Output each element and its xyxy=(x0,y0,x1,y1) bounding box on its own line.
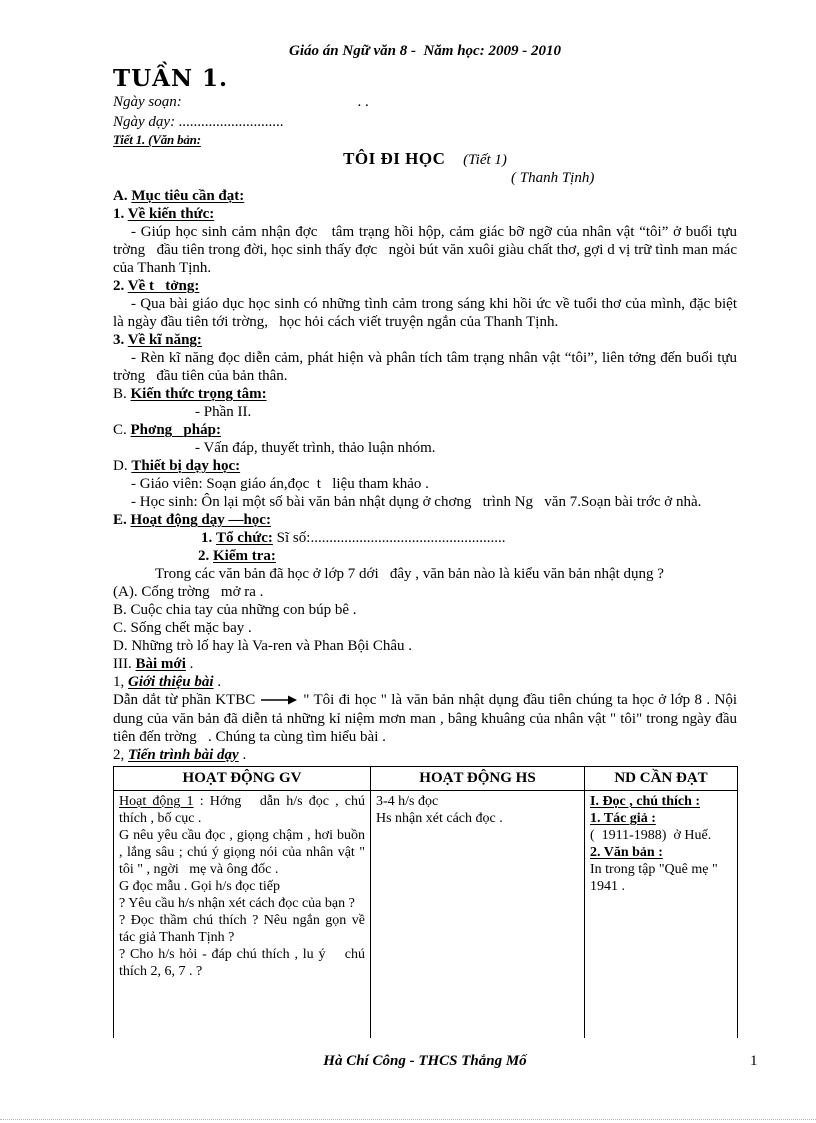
section-iii-heading: III. Bài mới . xyxy=(113,656,194,672)
ngay-day-label: Ngày dạy: xyxy=(113,114,176,130)
section-3-paragraph: - Rèn kĩ năng đọc diễn cảm, phát hiện và phân tích tâm trạng nhân vật “tôi”, liên tởng đến buổi tựu trờng đầu tiên của bản thân. xyxy=(113,350,741,384)
gioi-thieu-paragraph: Dẫn dắt từ phần KTBC " Tôi đi học " là văn bản nhật dụng đầu tiên chúng ta học ở lớp 8 . Nội dung của văn bản đã diễn tả những kỉ niệm mơn man , bâng khuâng của nhân vật " tôi" trong ngày đầu tiên đến trờng . Chúng ta cùng tìm hiểu bài . xyxy=(113,692,741,745)
table-body-row xyxy=(114,790,738,1038)
gv-activity-1: Hoạt động 1 : Hớng dẫn h/s đọc , chú thích , bố cục . xyxy=(119,793,369,826)
lesson-subtitle: (Tiết 1) xyxy=(463,152,507,168)
page-cut-dotted-line xyxy=(0,1119,816,1120)
quiz-option-c: C. Sống chết mặc bay . xyxy=(113,620,252,636)
footer-author: Hà Chí Công - THCS Thắng Mố xyxy=(323,1053,527,1069)
running-header xyxy=(113,42,737,60)
page-number: 1 xyxy=(750,1053,758,1069)
section-c-heading: C. Phơng pháp: xyxy=(113,422,221,438)
kiem-tra-line: 2. Kiểm tra: xyxy=(198,548,276,564)
nd-heading-2: 1. Tác giả : xyxy=(590,810,656,826)
right-arrow-icon xyxy=(261,692,297,710)
mid-dots: . . xyxy=(357,94,369,110)
cell-nd xyxy=(585,790,738,1038)
hs-paragraph-2: Hs nhận xét cách đọc . xyxy=(376,810,503,826)
table-header-row xyxy=(114,766,738,790)
section-d-heading: D. Thiết bị dạy học: xyxy=(113,458,241,474)
section-1-paragraph: - Giúp học sinh cảm nhận đợc tâm trạng hồi hộp, cảm giác bỡ ngỡ của nhân vật “tôi” ở buổi tựu trờng đầu tiên trong đời, học sinh thấy đợc ngòi bút văn xuôi giàu chất thơ, gợi d vị trữ tình man mác của Thanh Tịnh. xyxy=(113,224,741,276)
section-1-heading: 1. Về kiến thức: xyxy=(113,206,215,222)
lesson-author: ( Thanh Tịnh) xyxy=(511,170,595,186)
page-content xyxy=(113,42,741,1038)
quiz-option-b: B. Cuộc chia tay của những con búp bê . xyxy=(113,602,357,618)
section-2-heading: 2. Về t tởng: xyxy=(113,278,200,294)
tiet-line: Tiết 1. (Văn bản: xyxy=(113,132,201,147)
nd-paragraph-1: ( 1911-1988) ở Huế. xyxy=(590,827,712,843)
lesson-title: TÔI ĐI HỌC xyxy=(343,149,446,168)
col-header-hs: HOẠT ĐỘNG HS xyxy=(371,766,585,790)
section-b-heading: B. Kiến thức trọng tâm: xyxy=(113,386,267,402)
quiz-option-d: D. Những trò lố hay là Va-ren và Phan Bội Châu . xyxy=(113,638,413,654)
gv-paragraph-6: ? Cho h/s hỏi - đáp chú thích , lu ý chú thích 2, 6, 7 . ? xyxy=(119,946,369,979)
hs-paragraph-1: 3-4 h/s đọc xyxy=(376,793,439,809)
nd-heading-3: 2. Văn bản : xyxy=(590,844,663,860)
ngay-soan-label: Ngày soạn: xyxy=(113,94,182,110)
section-3-heading: 3. Về kĩ năng: xyxy=(113,332,202,348)
cell-gv xyxy=(114,790,371,1038)
quiz-question: Trong các văn bản đã học ở lớp 7 dới đây , văn bản nào là kiểu văn bản nhật dụng ? xyxy=(155,566,664,582)
section-2-paragraph: - Qua bài giáo dục học sinh có những tình cảm trong sáng khi hồi ức về tuổi thơ của mình, đặc biệt là ngày đầu tiên tới trờng, học hỏi cách viết truyện ngắn của Thanh Tịnh. xyxy=(113,296,741,330)
section-a-heading: A. Mục tiêu cần đạt: xyxy=(113,188,245,204)
section-d-paragraph-2: - Học sinh: Ôn lại một số bài văn bản nhật dụng ở chơng trình Ng văn 7.Soạn bài trớc ở nhà. xyxy=(131,494,702,510)
quiz-option-a: (A). Cổng trờng mở ra . xyxy=(113,584,264,600)
section-d-paragraph-1: - Giáo viên: Soạn giáo án,đọc t liệu tham khảo . xyxy=(131,476,429,492)
ngay-day-line xyxy=(113,112,737,132)
gioi-thieu-heading: 1, Giới thiệu bài . xyxy=(113,674,222,690)
gv-paragraph-5: ? Đọc thầm chú thích ? Nêu ngắn gọn về tác giả Thanh Tịnh ? xyxy=(119,912,369,945)
col-header-nd: ND CẦN ĐẠT xyxy=(585,766,738,790)
gv-paragraph-3: G đọc mẫu . Gọi h/s đọc tiếp xyxy=(119,878,280,894)
tien-trinh-heading: 2, Tiến trình bài dạy . xyxy=(113,746,247,763)
running-header-text: Giáo án Ngữ văn 8 - Năm học: 2009 - 2010 xyxy=(289,43,561,59)
ngay-day-dotted-rule: ............................ xyxy=(178,114,284,130)
nd-paragraph-3: 1941 . xyxy=(590,878,625,894)
col-header-gv: HOẠT ĐỘNG GV xyxy=(114,766,371,790)
lesson-title-line xyxy=(113,149,737,170)
nd-heading-1: I. Đọc , chú thích : xyxy=(590,793,701,809)
cell-hs xyxy=(371,790,585,1038)
si-so-dotted-rule: .................................................... xyxy=(310,530,506,546)
week-heading: TUẦN 1. xyxy=(113,65,229,92)
gv-paragraph-2: G nêu yêu cầu đọc , giọng chậm , hơi buồn , lắng sâu ; chú ý giọng nói của nhân vật " tôi " , ngời mẹ và ông đốc . xyxy=(119,827,369,877)
nd-paragraph-2: In trong tập "Quê mẹ " xyxy=(590,861,718,877)
gv-paragraph-4: ? Yêu cầu h/s nhận xét cách đọc của bạn ? xyxy=(119,895,355,911)
section-e-heading: E. Hoạt động dạy —học: xyxy=(113,512,271,528)
section-c-paragraph: - Vấn đáp, thuyết trình, thảo luận nhóm. xyxy=(195,440,436,456)
to-chuc-line: 1. Tổ chức: Sĩ số:.................................................... xyxy=(201,530,506,546)
section-b-paragraph: - Phần II. xyxy=(195,404,252,420)
lesson-activity-table xyxy=(113,766,738,1038)
ngay-soan-line xyxy=(113,92,737,112)
